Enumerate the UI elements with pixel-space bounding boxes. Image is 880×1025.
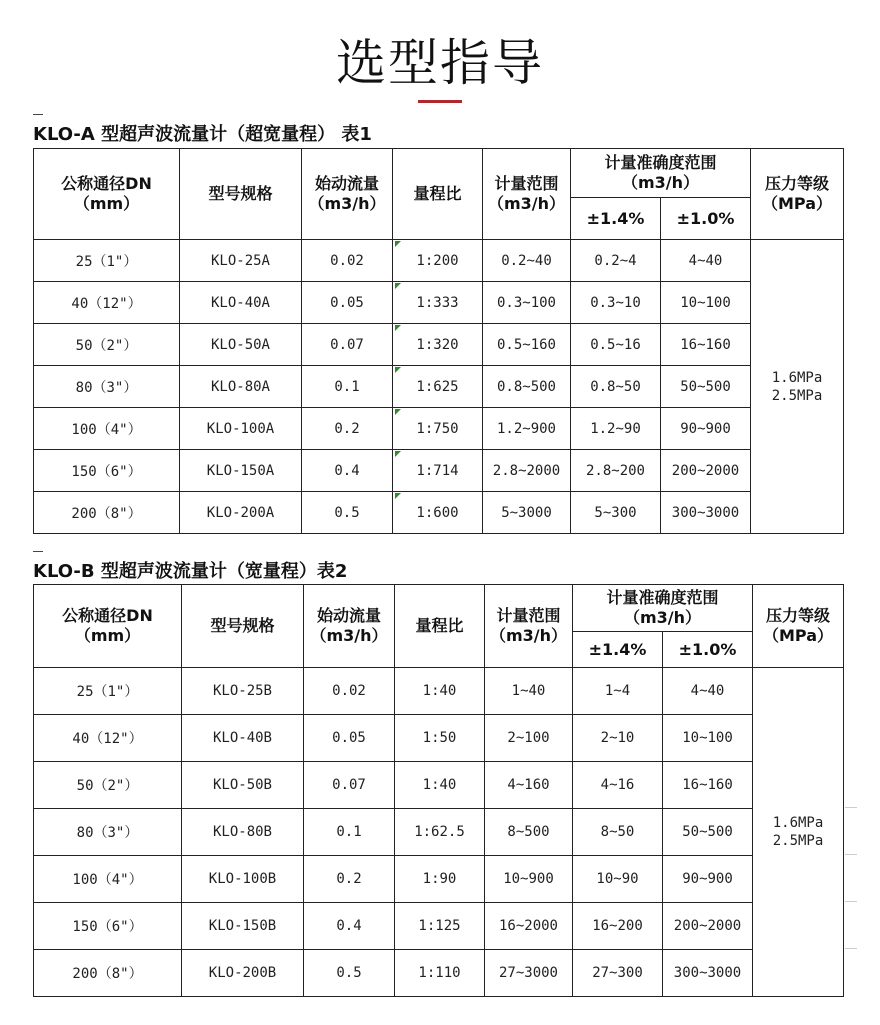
cell-dn: 50（2"） xyxy=(34,324,180,366)
cell-acc2: 4~40 xyxy=(663,668,753,715)
cell-start: 0.07 xyxy=(304,762,395,809)
cell-model: KLO-25A xyxy=(180,240,302,282)
cell-acc2: 10~100 xyxy=(661,282,751,324)
header-dn: 公称通径DN（mm） xyxy=(34,149,180,240)
cell-ratio: 1:50 xyxy=(395,715,485,762)
cell-acc2: 50~500 xyxy=(661,366,751,408)
cell-acc2: 300~3000 xyxy=(661,492,751,534)
cell-dn: 50（2"） xyxy=(34,762,182,809)
cell-marker xyxy=(395,409,401,415)
cell-start: 0.07 xyxy=(302,324,393,366)
cell-start: 0.05 xyxy=(304,715,395,762)
header-accuracy: 计量准确度范围（m3/h） xyxy=(571,149,751,198)
header-acc1: ±1.4% xyxy=(571,198,661,240)
cell-ratio: 1:125 xyxy=(395,903,485,950)
table-row xyxy=(34,715,844,762)
cell-model: KLO-80B xyxy=(182,809,304,856)
header-meter-range: 计量范围（m3/h） xyxy=(483,149,571,240)
cell-model: KLO-200B xyxy=(182,950,304,997)
cell-marker xyxy=(395,283,401,289)
cell-acc2: 90~900 xyxy=(663,856,753,903)
cell-acc1: 2.8~200 xyxy=(571,450,661,492)
cell-range: 0.3~100 xyxy=(483,282,571,324)
cell-acc2: 10~100 xyxy=(663,715,753,762)
grid-tick xyxy=(845,901,857,902)
cell-acc2: 200~2000 xyxy=(661,450,751,492)
header-range-ratio: 量程比 xyxy=(393,149,483,240)
header-acc2: ±1.0% xyxy=(663,632,753,668)
cell-dn: 100（4"） xyxy=(34,408,180,450)
table-b-title-text: KLO-B 型超声波流量计（宽量程）表2 xyxy=(33,561,348,582)
cell-acc2: 4~40 xyxy=(661,240,751,282)
cell-acc1: 10~90 xyxy=(573,856,663,903)
grid-tick xyxy=(845,854,857,855)
cell-acc1: 16~200 xyxy=(573,903,663,950)
header-acc2: ±1.0% xyxy=(661,198,751,240)
cell-range: 2.8~2000 xyxy=(483,450,571,492)
cell-ratio: 1:333 xyxy=(393,282,483,324)
table-b-title xyxy=(33,561,347,583)
header-model: 型号规格 xyxy=(182,585,304,668)
cell-dn: 25（1"） xyxy=(34,668,182,715)
cell-range: 5~3000 xyxy=(483,492,571,534)
cell-ratio: 1:320 xyxy=(393,324,483,366)
cell-marker xyxy=(395,241,401,247)
table-row xyxy=(34,450,844,492)
page-title: 选型指导 xyxy=(336,34,544,92)
table-a-title xyxy=(33,124,372,146)
cell-model: KLO-40B xyxy=(182,715,304,762)
table-b xyxy=(33,584,844,997)
header-pressure: 压力等级（MPa） xyxy=(753,585,844,668)
table-row xyxy=(34,668,844,715)
title-dash xyxy=(33,114,43,115)
cell-acc2: 16~160 xyxy=(661,324,751,366)
cell-pressure: 1.6MPa 2.5MPa xyxy=(751,240,844,534)
cell-dn: 150（6"） xyxy=(34,903,182,950)
table-row xyxy=(34,856,844,903)
cell-ratio: 1:90 xyxy=(395,856,485,903)
cell-ratio: 1:110 xyxy=(395,950,485,997)
cell-range: 0.2~40 xyxy=(483,240,571,282)
cell-acc1: 0.8~50 xyxy=(571,366,661,408)
cell-acc1: 5~300 xyxy=(571,492,661,534)
cell-marker xyxy=(395,325,401,331)
table-a-title-text: KLO-A 型超声波流量计（超宽量程） 表1 xyxy=(33,124,372,145)
cell-ratio: 1:62.5 xyxy=(395,809,485,856)
header-start-flow: 始动流量（m3/h） xyxy=(302,149,393,240)
cell-dn: 40（12"） xyxy=(34,715,182,762)
cell-model: KLO-100B xyxy=(182,856,304,903)
cell-dn: 25（1"） xyxy=(34,240,180,282)
cell-acc1: 8~50 xyxy=(573,809,663,856)
cell-range: 2~100 xyxy=(485,715,573,762)
cell-range: 1.2~900 xyxy=(483,408,571,450)
cell-dn: 200（8"） xyxy=(34,950,182,997)
cell-start: 0.4 xyxy=(302,450,393,492)
cell-acc1: 0.2~4 xyxy=(571,240,661,282)
cell-marker xyxy=(395,451,401,457)
title-underline xyxy=(418,100,462,103)
table-row xyxy=(34,492,844,534)
cell-range: 0.8~500 xyxy=(483,366,571,408)
cell-dn: 80（3"） xyxy=(34,809,182,856)
table-row xyxy=(34,809,844,856)
table-a xyxy=(33,148,844,534)
cell-range: 27~3000 xyxy=(485,950,573,997)
cell-acc2: 200~2000 xyxy=(663,903,753,950)
cell-acc1: 27~300 xyxy=(573,950,663,997)
cell-range: 10~900 xyxy=(485,856,573,903)
cell-model: KLO-25B xyxy=(182,668,304,715)
cell-ratio: 1:750 xyxy=(393,408,483,450)
table-row xyxy=(34,282,844,324)
header-accuracy: 计量准确度范围（m3/h） xyxy=(573,585,753,632)
cell-acc1: 1.2~90 xyxy=(571,408,661,450)
cell-start: 0.1 xyxy=(302,366,393,408)
table-row xyxy=(34,408,844,450)
cell-marker xyxy=(395,367,401,373)
cell-acc2: 50~500 xyxy=(663,809,753,856)
grid-tick xyxy=(845,948,857,949)
header-range-ratio: 量程比 xyxy=(395,585,485,668)
table-row xyxy=(34,240,844,282)
cell-pressure: 1.6MPa 2.5MPa xyxy=(753,668,844,997)
header-dn: 公称通径DN（mm） xyxy=(34,585,182,668)
cell-dn: 150（6"） xyxy=(34,450,180,492)
cell-model: KLO-80A xyxy=(180,366,302,408)
cell-model: KLO-100A xyxy=(180,408,302,450)
cell-acc1: 0.3~10 xyxy=(571,282,661,324)
header-meter-range: 计量范围（m3/h） xyxy=(485,585,573,668)
header-model: 型号规格 xyxy=(180,149,302,240)
cell-range: 0.5~160 xyxy=(483,324,571,366)
cell-marker xyxy=(395,493,401,499)
table-row xyxy=(34,762,844,809)
cell-ratio: 1:200 xyxy=(393,240,483,282)
cell-ratio: 1:40 xyxy=(395,762,485,809)
cell-model: KLO-50A xyxy=(180,324,302,366)
cell-acc2: 16~160 xyxy=(663,762,753,809)
cell-acc1: 4~16 xyxy=(573,762,663,809)
cell-range: 8~500 xyxy=(485,809,573,856)
cell-acc1: 0.5~16 xyxy=(571,324,661,366)
header-pressure: 压力等级（MPa） xyxy=(751,149,844,240)
cell-acc1: 2~10 xyxy=(573,715,663,762)
cell-start: 0.2 xyxy=(304,856,395,903)
cell-start: 0.05 xyxy=(302,282,393,324)
cell-start: 0.4 xyxy=(304,903,395,950)
cell-acc1: 1~4 xyxy=(573,668,663,715)
table-row xyxy=(34,903,844,950)
cell-ratio: 1:600 xyxy=(393,492,483,534)
cell-model: KLO-150B xyxy=(182,903,304,950)
cell-model: KLO-200A xyxy=(180,492,302,534)
title-dash xyxy=(33,551,43,552)
cell-range: 1~40 xyxy=(485,668,573,715)
table-row xyxy=(34,950,844,997)
cell-start: 0.2 xyxy=(302,408,393,450)
cell-range: 4~160 xyxy=(485,762,573,809)
cell-start: 0.02 xyxy=(302,240,393,282)
cell-start: 0.5 xyxy=(304,950,395,997)
cell-acc2: 300~3000 xyxy=(663,950,753,997)
cell-start: 0.02 xyxy=(304,668,395,715)
cell-model: KLO-40A xyxy=(180,282,302,324)
cell-ratio: 1:40 xyxy=(395,668,485,715)
cell-dn: 80（3"） xyxy=(34,366,180,408)
header-start-flow: 始动流量（m3/h） xyxy=(304,585,395,668)
header-acc1: ±1.4% xyxy=(573,632,663,668)
cell-dn: 40（12"） xyxy=(34,282,180,324)
cell-dn: 200（8"） xyxy=(34,492,180,534)
cell-ratio: 1:625 xyxy=(393,366,483,408)
cell-start: 0.5 xyxy=(302,492,393,534)
cell-model: KLO-50B xyxy=(182,762,304,809)
cell-model: KLO-150A xyxy=(180,450,302,492)
cell-range: 16~2000 xyxy=(485,903,573,950)
cell-acc2: 90~900 xyxy=(661,408,751,450)
table-row xyxy=(34,324,844,366)
cell-ratio: 1:714 xyxy=(393,450,483,492)
grid-tick xyxy=(845,807,857,808)
cell-dn: 100（4"） xyxy=(34,856,182,903)
table-row xyxy=(34,366,844,408)
cell-start: 0.1 xyxy=(304,809,395,856)
